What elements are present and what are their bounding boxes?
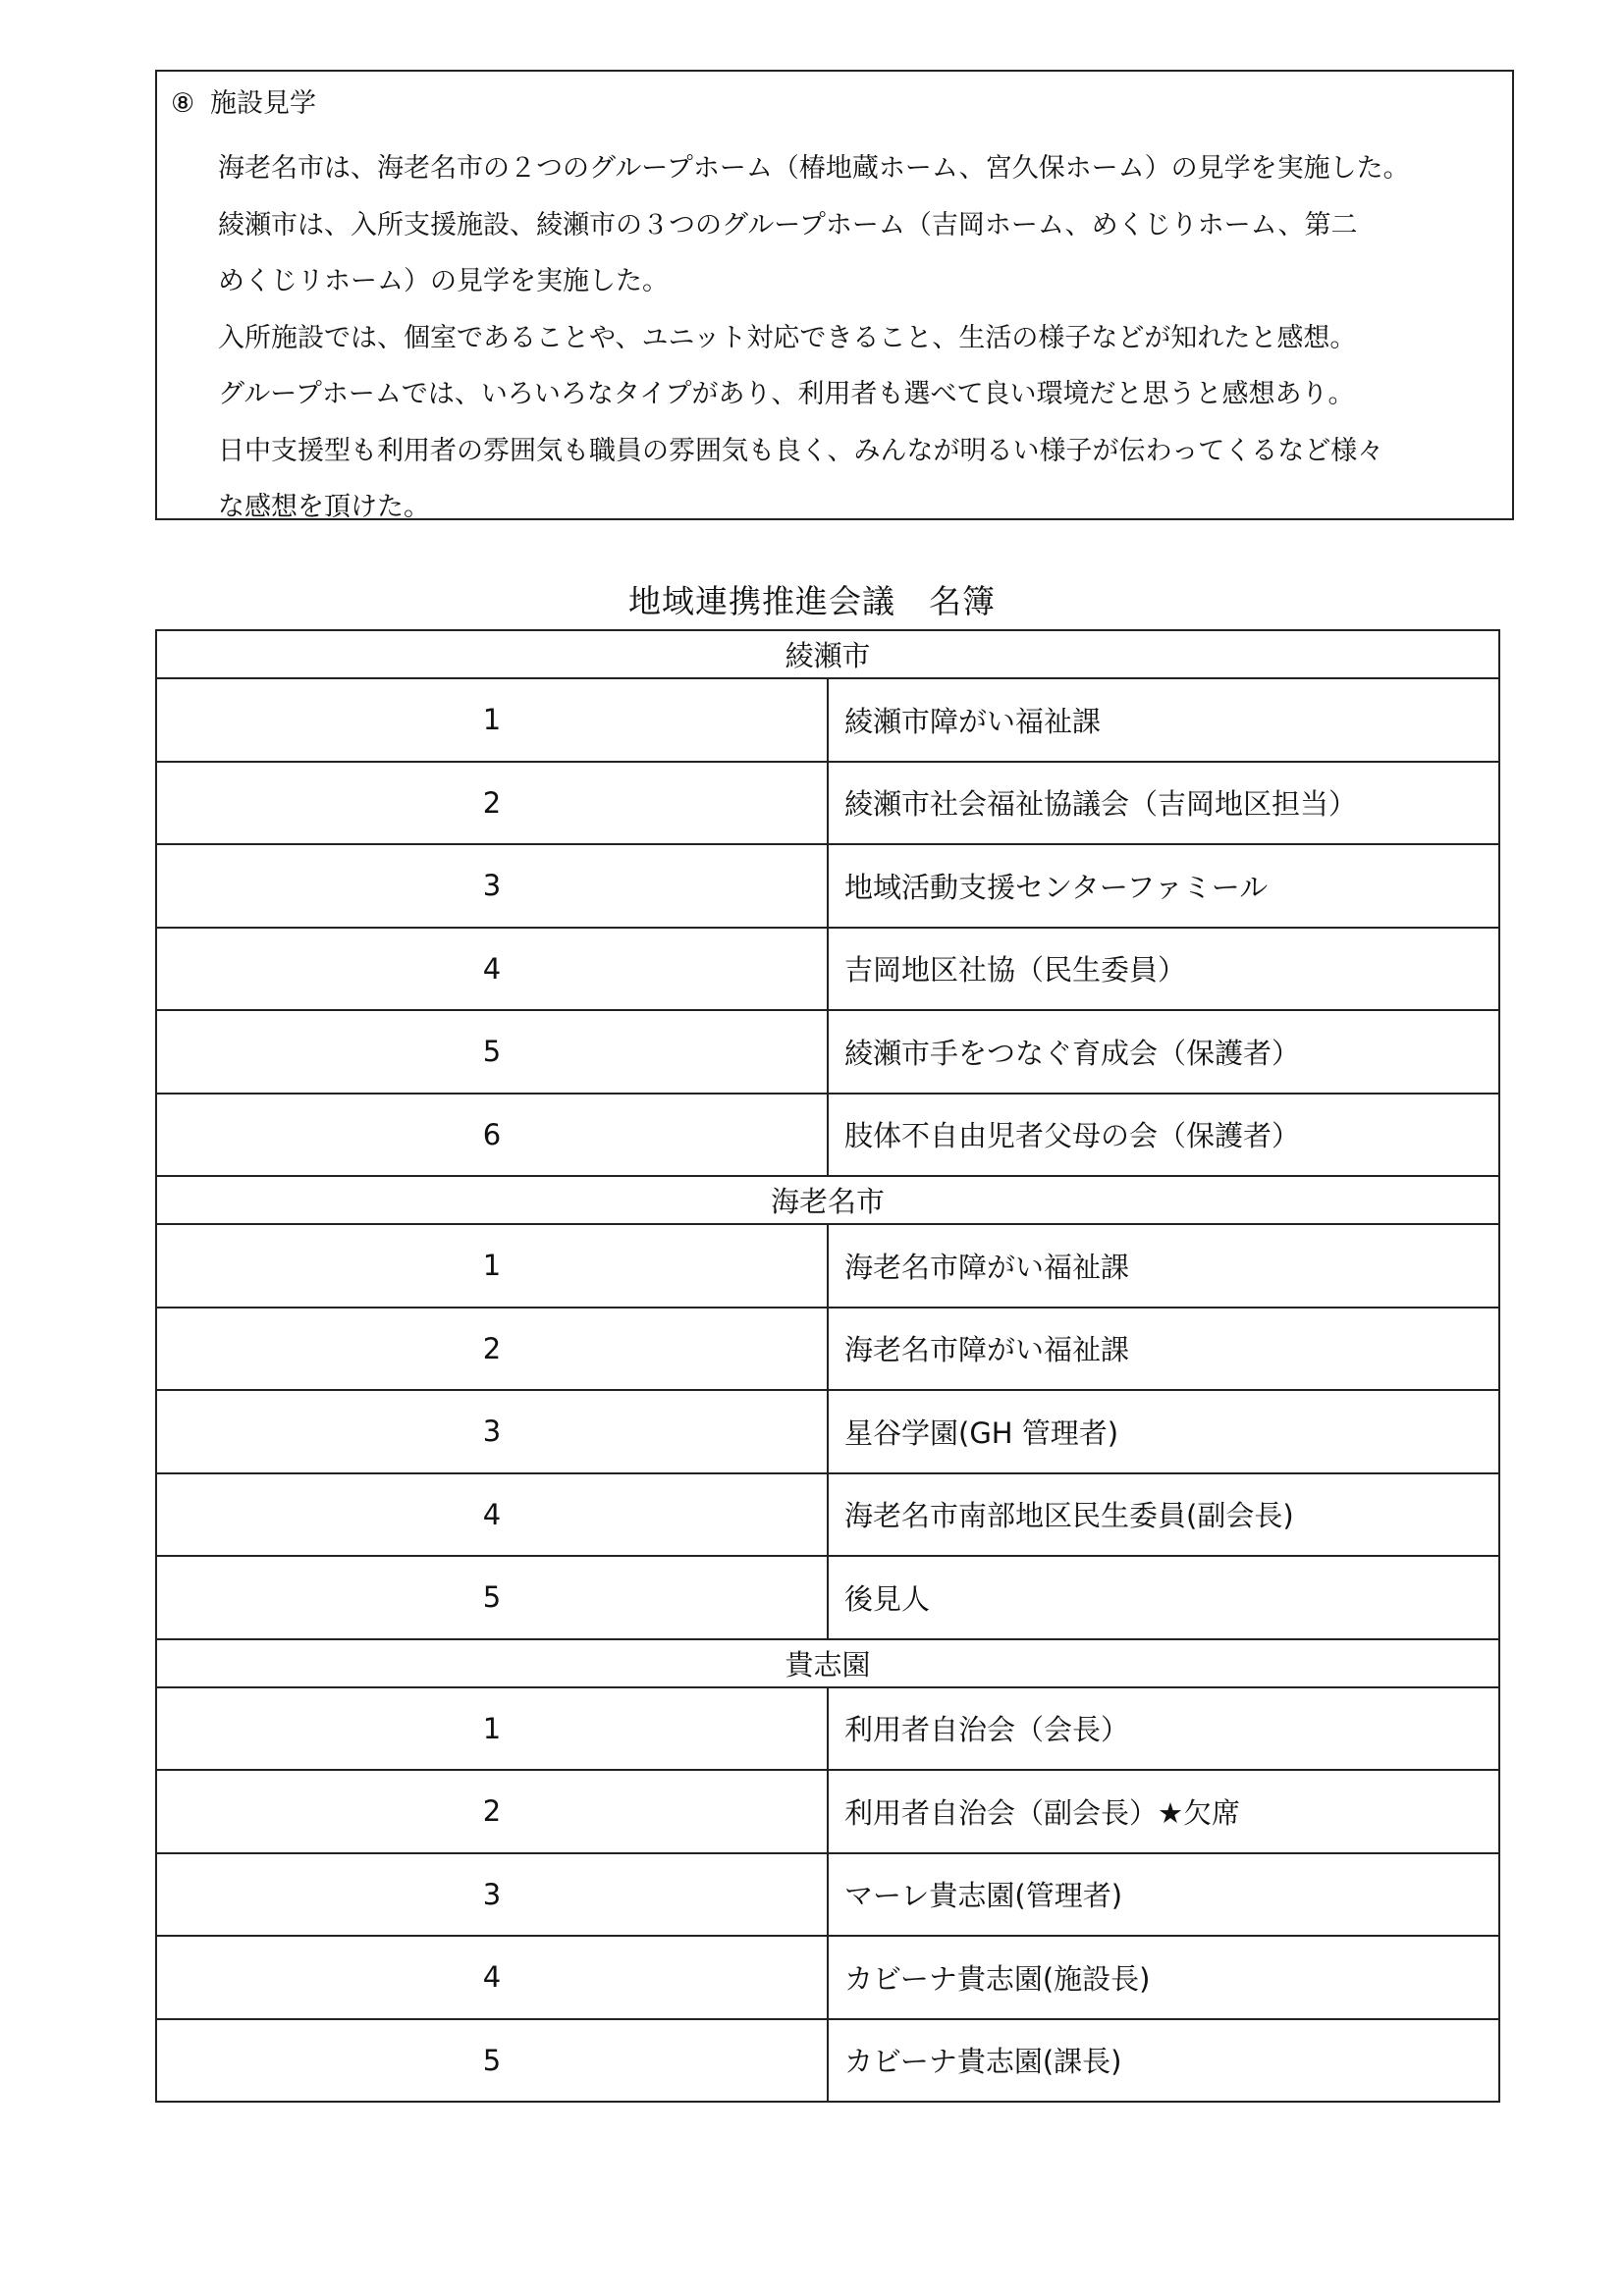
table-row [156,762,1499,845]
notes-line: グループホームでは、いろいろなタイプがあり、利用者も選べて良い環境だと思うと感想あり。 [218,379,1355,409]
member-name: 肢体不自由児者父母の会（保護者） [828,1094,1499,1177]
member-name: 利用者自治会（副会長）★欠席 [828,1770,1499,1853]
row-number: 2 [156,762,828,845]
table-row [156,1556,1499,1639]
table-row [156,678,1499,762]
table-row [156,1853,1499,1937]
table-row [156,1308,1499,1391]
notes-line: 入所施設では、個室であることや、ユニット対応できること、生活の様子などが知れたと感想。 [218,322,1357,353]
member-name: 地域活動支援センターファミール [828,844,1499,928]
notes-line: 日中支援型も利用者の雰囲気も職員の雰囲気も良く、みんなが明るい様子が伝わってくるなど様々 [218,435,1384,466]
notes-heading-text: 施設見学 [210,88,316,119]
group-name: 貴志園 [156,1639,1499,1687]
row-number: 2 [156,1308,828,1391]
row-number: 5 [156,2019,828,2103]
notes-item-number: ⑧ [171,88,195,119]
row-number: 5 [156,1010,828,1094]
member-name: 綾瀬市障がい福祉課 [828,678,1499,762]
table-row [156,1094,1499,1177]
notes-heading [171,85,316,123]
group-header-row [156,1639,1499,1687]
table-row [156,1224,1499,1308]
table-row [156,1687,1499,1771]
group-name: 海老名市 [156,1176,1499,1224]
group-header-row [156,630,1499,678]
member-name: カビーナ貴志園(課長) [828,2019,1499,2103]
row-number: 3 [156,844,828,928]
table-row [156,1390,1499,1473]
row-number: 2 [156,1770,828,1853]
table-row [156,928,1499,1011]
group-header-row [156,1176,1499,1224]
table-row [156,1473,1499,1557]
member-name: 星谷学園(GH 管理者) [828,1390,1499,1473]
facility-visit-notes [155,70,1514,520]
member-name: 海老名市障がい福祉課 [828,1308,1499,1391]
member-name: 綾瀬市社会福祉協議会（吉岡地区担当） [828,762,1499,845]
row-number: 4 [156,1936,828,2019]
table-row [156,844,1499,928]
group-name: 綾瀬市 [156,630,1499,678]
member-name: 海老名市障がい福祉課 [828,1224,1499,1308]
notes-line: めくじリホーム）の見学を実施した。 [218,266,669,296]
member-name: 利用者自治会（会長） [828,1687,1499,1771]
member-name: 吉岡地区社協（民生委員） [828,928,1499,1011]
member-name: 海老名市南部地区民生委員(副会長) [828,1473,1499,1557]
notes-line: 綾瀬市は、入所支援施設、綾瀬市の３つのグループホーム（吉岡ホーム、めくじりホーム、第二 [218,209,1358,240]
member-name: マーレ貴志園(管理者) [828,1853,1499,1937]
row-number: 3 [156,1390,828,1473]
roster-title: 地域連携推進会議 名簿 [628,582,996,620]
table-row [156,1936,1499,2019]
member-name: 後見人 [828,1556,1499,1639]
row-number: 4 [156,928,828,1011]
member-name: カビーナ貴志園(施設長) [828,1936,1499,2019]
table-row [156,1770,1499,1853]
row-number: 6 [156,1094,828,1177]
table-row [156,2019,1499,2103]
table-row [156,1010,1499,1094]
row-number: 3 [156,1853,828,1937]
notes-body [218,140,1514,536]
notes-line: な感想を頂けた。 [218,492,430,522]
notes-line: 海老名市は、海老名市の２つのグループホーム（椿地蔵ホーム、宮久保ホーム）の見学を実施した。 [218,153,1410,184]
row-number: 1 [156,1224,828,1308]
row-number: 1 [156,678,828,762]
member-name: 綾瀬市手をつなぐ育成会（保護者） [828,1010,1499,1094]
row-number: 5 [156,1556,828,1639]
row-number: 4 [156,1473,828,1557]
roster-table [155,629,1500,2103]
row-number: 1 [156,1687,828,1771]
